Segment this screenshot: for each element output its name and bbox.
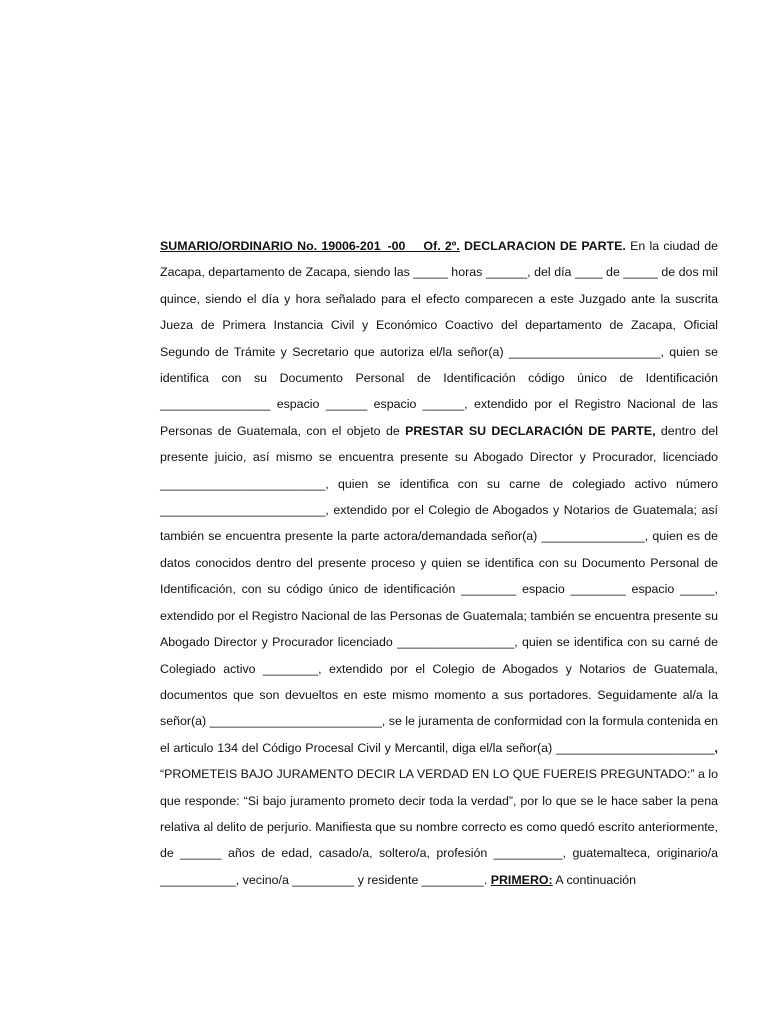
bold-comma: , <box>714 740 718 755</box>
body-text-3: “PROMETEIS BAJO JURAMENTO DECIR LA VERDAD EN LO QUE FUEREIS PREGUNTADO:” a lo que responde: “Si bajo juramento prometo decir toda la verdad”, por lo que se le hace saber la pena relativa al delito de perjurio. Manifiesta que su nombre correcto es como quedó escrito anteriormente, de ______ años de edad, casado/a, soltero/a, profesión __________, guatemalteca, originario/a ___________, vecino/a _________ y residente _________. <box>160 767 718 887</box>
declaration-title: DECLARACION DE PARTE. <box>464 239 626 253</box>
case-number-heading: SUMARIO/ORDINARIO No. 19006-201_-00__ Of. 2º. <box>160 239 460 253</box>
primero-heading: PRIMERO: <box>490 872 553 887</box>
body-text-4: A continuación <box>552 872 637 887</box>
prestar-declaracion-bold: PRESTAR SU DECLARACIÓN DE PARTE, <box>405 423 656 438</box>
body-text-1: En la ciudad de Zacapa, departamento de Zacapa, siendo las _____ horas ______, del día ____ de _____ de dos mil quince, siendo el día y hora señalado para el efecto comparecen a este Juzgado ante la suscrita Jueza de Primera Instancia Civil y Económico Coactivo del departamento de Zacapa, Oficial Segundo de Trámite y Secretario que autoriza el/la señor(a) ______________________, quien se identifica con su Documento Personal de Identificación código único de Identificación ________________ espacio ______ espacio ______, extendido por el Registro Nacional de las Personas de Guatemala, con el objeto de <box>160 239 718 438</box>
body-text-2: dentro del presente juicio, así mismo se encuentra presente su Abogado Director y Procurador, licenciado ________________________, quien se identifica con su carne de colegiado activo número ________________________, extendido por el Colegio de Abogados y Notarios de Guatemala; así también se encuentra presente la parte actora/demandada señor(a) _______________, quien es de datos conocidos dentro del presente proceso y quien se identifica con su Documento Personal de Identificación, con su código único de identificación ________ espacio ________ espacio _____, extendido por el Registro Nacional de las Personas de Guatemala; también se encuentra presente su Abogado Director y Procurador licenciado _________________, quien se identifica con su carné de Colegiado activo ________, extendido por el Colegio de Abogados y Notarios de Guatemala, documentos que son devueltos en este mismo momento a sus portadores. Seguidamente al/a la señor(a) _________________________, se le juramenta de conformidad con la formula contenida en el articulo 134 del Código Procesal Civil y Mercantil, diga el/la señor(a) _______________________ <box>160 423 718 755</box>
declaration-paragraph <box>160 233 718 893</box>
